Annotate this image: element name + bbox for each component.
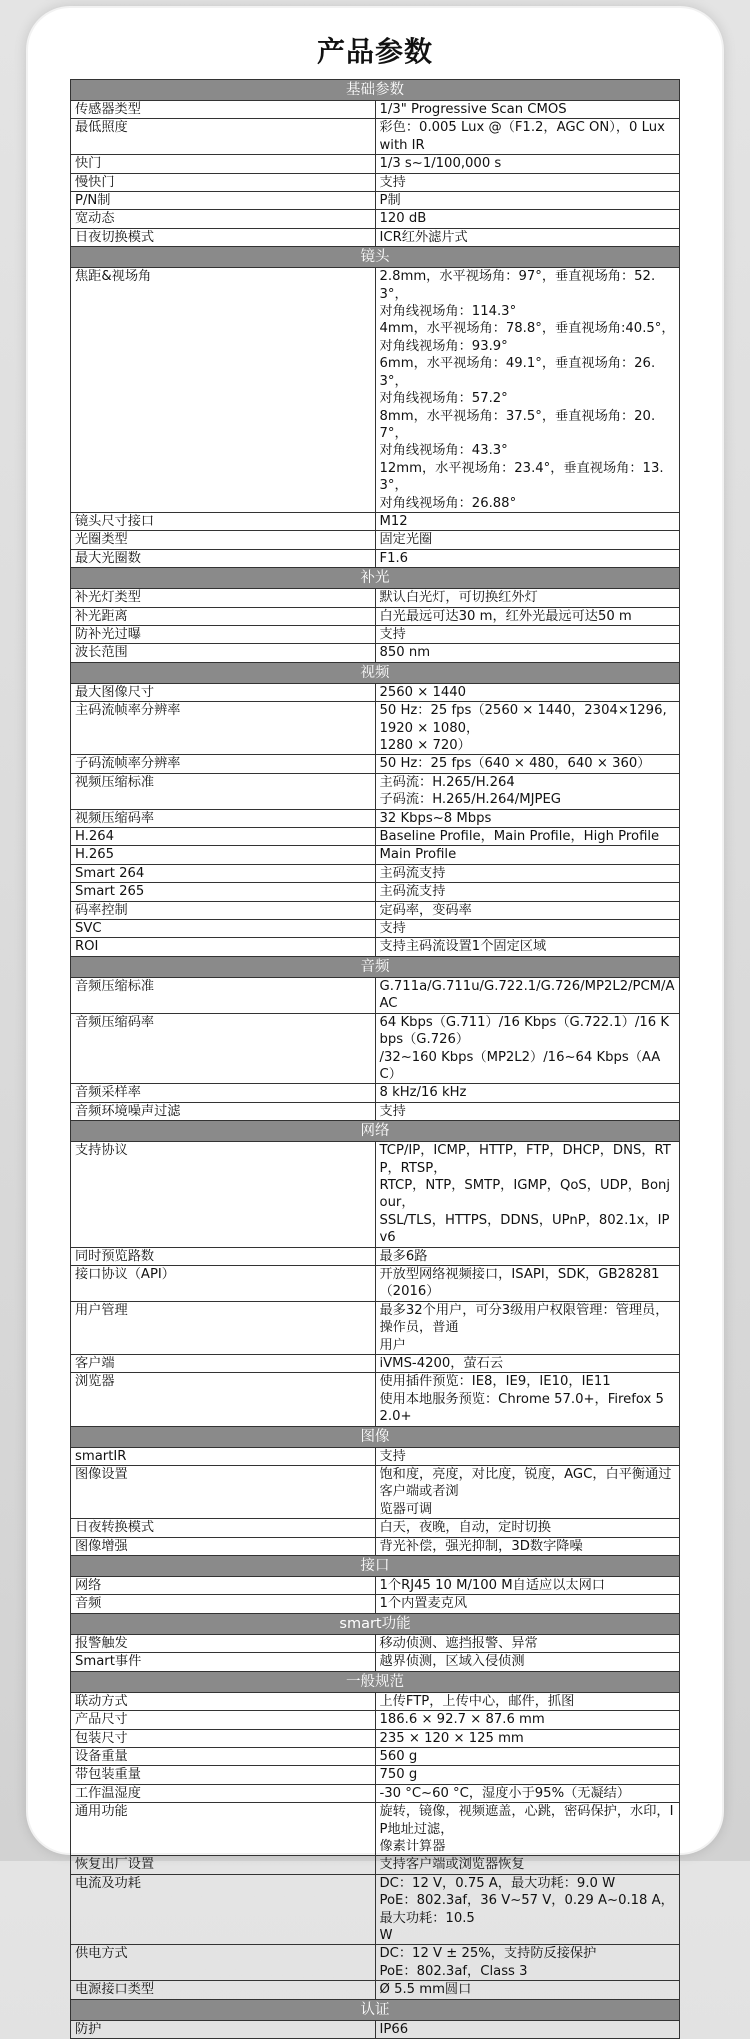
param-value [375, 1766, 680, 1784]
param-value-line: /32~160 Kbps（MP2L2）/16~64 Kbps（AAC） [379, 1049, 661, 1082]
table-row [71, 1874, 680, 1945]
param-value-line: Baseline Profile，Main Profile，High Profile [379, 829, 660, 845]
param-value [375, 1747, 680, 1765]
table-row [71, 1373, 680, 1426]
table-row [71, 702, 680, 755]
section-header [71, 1426, 680, 1447]
param-label: 联动方式 [71, 1692, 376, 1710]
param-label: smartIR [71, 1447, 376, 1465]
param-label: 恢复出厂设置 [71, 1856, 376, 1874]
param-value [375, 683, 680, 701]
param-value-line: P制 [379, 193, 401, 209]
table-row [71, 549, 680, 567]
param-label: 产品尺寸 [71, 1711, 376, 1729]
table-row [71, 1784, 680, 1802]
spec-table [70, 79, 680, 2039]
table-row [71, 1653, 680, 1671]
param-value-line: 子码流：H.265/H.264/MJPEG [379, 792, 562, 808]
param-value-line: 对角线视场角：43.3° [379, 443, 508, 459]
param-value-line: 像素计算器 [379, 1838, 446, 1854]
section-header [71, 662, 680, 683]
param-label: 码率控制 [71, 901, 376, 919]
param-value [375, 773, 680, 809]
param-value [375, 1142, 680, 1247]
section-header [71, 568, 680, 589]
param-value-line: 64 Kbps（G.711）/16 Kbps（G.722.1）/16 Kbps（G.726） [379, 1014, 669, 1048]
param-value-line: 支持主码流设置1个固定区域 [379, 939, 547, 955]
table-row [71, 1766, 680, 1784]
table-row [71, 1747, 680, 1765]
param-value-line: DC：12 V ± 25%，支持防反接保护 [379, 1946, 597, 1962]
param-label: 快门 [71, 155, 376, 173]
section-title: 基础参数 [71, 80, 680, 101]
table-row [71, 809, 680, 827]
param-label: 日夜切换模式 [71, 228, 376, 246]
param-value-line: 2.8mm，水平视场角：97°，垂直视场角：52.3°， [379, 269, 656, 302]
param-value-line: 支持 [379, 1448, 406, 1464]
param-value-line: iVMS-4200，萤石云 [379, 1356, 504, 1371]
section-title: 镜头 [71, 247, 680, 268]
param-label: 补光灯类型 [71, 589, 376, 607]
param-value [375, 173, 680, 191]
section-title: 认证 [71, 1999, 680, 2020]
param-label: 补光距离 [71, 607, 376, 625]
param-label: 防补光过曝 [71, 625, 376, 643]
param-label: 接口协议（API） [71, 1265, 376, 1301]
param-label: 设备重量 [71, 1747, 376, 1765]
param-label: 最大光圈数 [71, 549, 376, 567]
param-value-line: G.711a/G.711u/G.722.1/G.726/MP2L2/PCM/AAC [379, 978, 675, 1012]
section-header [71, 80, 680, 101]
section-header [71, 1999, 680, 2020]
table-row [71, 644, 680, 662]
param-value-line: 12mm，水平视场角：23.4°，垂直视场角：13.3°， [379, 460, 664, 494]
param-value [375, 864, 680, 882]
section-title: 图像 [71, 1426, 680, 1447]
param-value-line: 最多6路 [379, 1248, 428, 1264]
param-value-line: 1/3 s~1/100,000 s [379, 156, 502, 172]
param-value [375, 938, 680, 956]
table-row [71, 1692, 680, 1710]
param-value-line: 186.6 × 92.7 × 87.6 mm [379, 1712, 545, 1728]
param-value [375, 1803, 680, 1856]
param-value-line: 4mm，水平视场角：78.8°，垂直视场角:40.5°， [379, 321, 675, 337]
param-label: ROI [71, 938, 376, 956]
table-row [71, 155, 680, 173]
param-value-line: 用户 [379, 1337, 406, 1353]
table-row [71, 512, 680, 530]
param-value-line: 固定光圈 [379, 532, 433, 548]
param-value-line: 235 × 120 × 125 mm [379, 1730, 524, 1746]
param-label: SVC [71, 920, 376, 938]
param-value-line: 6mm，水平视场角：49.1°，垂直视场角：26.3°， [379, 356, 656, 389]
table-row [71, 531, 680, 549]
section-header [71, 1121, 680, 1142]
param-value [375, 1537, 680, 1555]
table-row [71, 2020, 680, 2038]
param-value [375, 1634, 680, 1652]
table-row [71, 1084, 680, 1102]
table-row [71, 1355, 680, 1373]
param-value-line: DC：12 V，0.75 A，最大功耗：9.0 W [379, 1875, 616, 1891]
param-value [375, 1102, 680, 1120]
table-row [71, 1301, 680, 1354]
table-row [71, 1265, 680, 1301]
table-row [71, 119, 680, 155]
table-row [71, 755, 680, 773]
param-value-line: 2560 × 1440 [379, 684, 467, 700]
section-title: 音频 [71, 956, 680, 977]
page-title: 产品参数 [316, 35, 433, 68]
param-label: 音频压缩码率 [71, 1013, 376, 1084]
param-value-line: 支持 [379, 921, 406, 937]
param-label: P/N制 [71, 192, 376, 210]
param-value-line: 对角线视场角：26.88° [379, 495, 517, 511]
param-label: 焦距&视场角 [71, 268, 376, 513]
table-row [71, 1711, 680, 1729]
param-value-line: 1/3" Progressive Scan CMOS [379, 102, 567, 117]
param-value-line: 850 nm [379, 645, 431, 661]
table-row [71, 1981, 680, 1999]
param-label: 带包装重量 [71, 1766, 376, 1784]
param-value [375, 1247, 680, 1265]
table-row [71, 1945, 680, 1981]
param-value [375, 1711, 680, 1729]
table-row [71, 864, 680, 882]
table-row [71, 607, 680, 625]
param-value-line: ICR红外滤片式 [379, 229, 468, 245]
param-value [375, 1301, 680, 1354]
param-value-line: SSL/TLS，HTTPS，DDNS，UPnP，802.1x，IPv6 [379, 1212, 670, 1246]
param-value-line: 1个内置麦克风 [379, 1596, 468, 1612]
spec-table-body [71, 80, 680, 2039]
param-label: 最大图像尺寸 [71, 683, 376, 701]
param-value [375, 977, 680, 1013]
param-label: 音频采样率 [71, 1084, 376, 1102]
param-value-line: 览器可调 [379, 1501, 433, 1517]
table-row [71, 589, 680, 607]
param-label: 同时预览路数 [71, 1247, 376, 1265]
param-value [375, 607, 680, 625]
param-label: 音频环境噪声过滤 [71, 1102, 376, 1120]
param-value-line: W [379, 1927, 393, 1943]
param-value [375, 1355, 680, 1373]
param-value-line: 主码流支持 [379, 865, 446, 881]
param-label: 日夜转换模式 [71, 1519, 376, 1537]
table-row [71, 1519, 680, 1537]
param-value-line: 支持 [379, 174, 406, 190]
section-title: 补光 [71, 568, 680, 589]
section-header [71, 1671, 680, 1692]
param-value [375, 1373, 680, 1426]
param-label: 通用功能 [71, 1803, 376, 1856]
param-label: 慢快门 [71, 173, 376, 191]
param-value-line: 主码流支持 [379, 884, 446, 900]
param-label: 传感器类型 [71, 101, 376, 119]
param-label: 电流及功耗 [71, 1874, 376, 1945]
section-title: smart功能 [71, 1613, 680, 1634]
param-value-line: 对角线视场角：114.3° [379, 304, 517, 320]
param-value [375, 1013, 680, 1084]
section-header [71, 1613, 680, 1634]
param-value [375, 1692, 680, 1710]
table-row [71, 846, 680, 864]
param-value [375, 210, 680, 228]
param-value [375, 883, 680, 901]
param-value-line: 彩色：0.005 Lux @（F1.2，AGC ON），0 Lux with IR [379, 120, 665, 153]
section-title: 视频 [71, 662, 680, 683]
param-value-line: Main Profile [379, 847, 457, 863]
param-value [375, 809, 680, 827]
table-row [71, 1142, 680, 1247]
param-label: 光圈类型 [71, 531, 376, 549]
param-label: 浏览器 [71, 1373, 376, 1426]
param-value [375, 1577, 680, 1595]
param-label: 用户管理 [71, 1301, 376, 1354]
table-row [71, 173, 680, 191]
table-row [71, 1803, 680, 1856]
table-row [71, 192, 680, 210]
param-value-line: 支持 [379, 626, 406, 642]
table-row [71, 977, 680, 1013]
table-row [71, 828, 680, 846]
section-title: 接口 [71, 1556, 680, 1577]
param-label: 网络 [71, 1577, 376, 1595]
section-title: 网络 [71, 1121, 680, 1142]
param-value [375, 1784, 680, 1802]
param-label: 主码流帧率分辨率 [71, 702, 376, 755]
param-value-line: 750 g [379, 1767, 418, 1783]
param-value-line: 默认白光灯，可切换红外灯 [379, 590, 538, 606]
param-value [375, 1265, 680, 1301]
param-label: 电源接口类型 [71, 1981, 376, 1999]
param-value [375, 512, 680, 530]
section-title: 一般规范 [71, 1671, 680, 1692]
param-label: Smart 264 [71, 864, 376, 882]
param-value-line: 支持客户端或浏览器恢复 [379, 1857, 525, 1873]
param-value [375, 625, 680, 643]
param-label: 支持协议 [71, 1142, 376, 1247]
param-label: 波长范围 [71, 644, 376, 662]
param-value-line: TCP/IP，ICMP，HTTP，FTP，DHCP，DNS，RTP，RTSP， [379, 1143, 671, 1176]
section-header [71, 956, 680, 977]
param-label: 最低照度 [71, 119, 376, 155]
table-row [71, 1634, 680, 1652]
param-label: 镜头尺寸接口 [71, 512, 376, 530]
param-value [375, 1981, 680, 1999]
param-label: 音频压缩标准 [71, 977, 376, 1013]
param-value [375, 755, 680, 773]
table-row [71, 1102, 680, 1120]
param-value [375, 155, 680, 173]
param-value-line: 1个RJ45 10 M/100 M自适应以太网口 [379, 1578, 605, 1594]
param-value-line: RTCP，NTP，SMTP，IGMP，QoS，UDP，Bonjour， [379, 1177, 671, 1211]
table-row [71, 920, 680, 938]
table-row [71, 1247, 680, 1265]
param-value-line: 越界侦测，区域入侵侦测 [379, 1654, 525, 1670]
param-value-line: PoE：802.3af，Class 3 [379, 1963, 528, 1979]
param-value [375, 1466, 680, 1519]
param-label: 子码流帧率分辨率 [71, 755, 376, 773]
param-value [375, 901, 680, 919]
param-value [375, 846, 680, 864]
param-value [375, 268, 680, 513]
param-value-line: 上传FTP，上传中心，邮件，抓图 [379, 1693, 575, 1709]
param-value [375, 531, 680, 549]
table-row [71, 1856, 680, 1874]
param-value [375, 228, 680, 246]
param-value-line: PoE：802.3af，36 V~57 V，0.29 A~0.18 A，最大功耗：10.5 [379, 1893, 674, 1926]
param-value-line: 支持 [379, 1103, 406, 1119]
param-label: 视频压缩标准 [71, 773, 376, 809]
section-header [71, 247, 680, 268]
param-value [375, 2020, 680, 2038]
table-row [71, 1466, 680, 1519]
param-value-line: 50 Hz：25 fps（2560 × 1440，2304×1296,1920 × 1080， [379, 703, 667, 736]
param-value-line: 移动侦测、遮挡报警、异常 [379, 1635, 538, 1651]
table-row [71, 101, 680, 119]
param-value-line: 8 kHz/16 kHz [379, 1085, 467, 1101]
param-value [375, 920, 680, 938]
param-value [375, 549, 680, 567]
table-row [71, 938, 680, 956]
param-value-line: 50 Hz：25 fps（640 × 480，640 × 360） [379, 756, 651, 772]
param-label: 图像设置 [71, 1466, 376, 1519]
param-value-line: 使用插件预览：IE8，IE9，IE10，IE11 [379, 1374, 611, 1390]
param-value-line: IP66 [379, 2021, 409, 2037]
table-row [71, 268, 680, 513]
param-label: 宽动态 [71, 210, 376, 228]
table-row [71, 901, 680, 919]
param-value-line: 白光最远可达30 m，红外光最远可达50 m [379, 608, 632, 624]
param-value-line: Ø 5.5 mm圆口 [379, 1982, 472, 1998]
param-label: 图像增强 [71, 1537, 376, 1555]
param-value [375, 1653, 680, 1671]
param-value-line: 饱和度，亮度，对比度，锐度，AGC，白平衡通过客户端或者浏 [379, 1467, 672, 1500]
param-value [375, 192, 680, 210]
param-value [375, 589, 680, 607]
param-label: H.264 [71, 828, 376, 846]
param-label: 报警触发 [71, 1634, 376, 1652]
param-value [375, 1084, 680, 1102]
param-value-line: 对角线视场角：93.9° [379, 338, 508, 354]
param-value [375, 119, 680, 155]
param-label: 包装尺寸 [71, 1729, 376, 1747]
param-value-line: 旋转，镜像，视频遮盖，心跳，密码保护，水印，IP地址过滤， [379, 1804, 674, 1837]
param-value-line: 8mm，水平视场角：37.5°，垂直视场角：20.7°， [379, 408, 656, 441]
param-label: 视频压缩码率 [71, 809, 376, 827]
param-value [375, 1519, 680, 1537]
param-label: Smart 265 [71, 883, 376, 901]
param-label: H.265 [71, 846, 376, 864]
table-row [71, 228, 680, 246]
table-row [71, 1013, 680, 1084]
param-value-line: 最多32个用户，可分3级用户权限管理：管理员，操作员，普通 [379, 1302, 669, 1336]
table-row [71, 625, 680, 643]
param-value [375, 702, 680, 755]
table-row [71, 1577, 680, 1595]
table-row [71, 1537, 680, 1555]
param-value-line: 对角线视场角：57.2° [379, 391, 508, 407]
param-value [375, 101, 680, 119]
param-value [375, 644, 680, 662]
param-value-line: 使用本地服务预览：Chrome 57.0+，Firefox 52.0+ [379, 1391, 664, 1425]
table-row [71, 683, 680, 701]
param-label: 客户端 [71, 1355, 376, 1373]
param-value-line: M12 [379, 513, 408, 529]
param-value-line: 120 dB [379, 211, 427, 227]
param-value [375, 1856, 680, 1874]
table-row [71, 1447, 680, 1465]
param-value-line: -30 °C~60 °C，湿度小于95%（无凝结） [379, 1785, 631, 1801]
param-value-line: 560 g [379, 1748, 418, 1764]
param-label: 供电方式 [71, 1945, 376, 1981]
param-value-line: 开放型网络视频接口，ISAPI，SDK，GB28281（2016） [379, 1266, 660, 1300]
table-row [71, 773, 680, 809]
param-value [375, 1447, 680, 1465]
param-value-line: 1280 × 720） [379, 738, 471, 753]
table-row [71, 210, 680, 228]
param-value [375, 1595, 680, 1613]
param-value [375, 1729, 680, 1747]
param-value-line: 32 Kbps~8 Mbps [379, 810, 492, 826]
param-value-line: 主码流：H.265/H.264 [379, 774, 515, 790]
param-label: Smart事件 [71, 1653, 376, 1671]
param-value-line: F1.6 [379, 550, 409, 566]
param-value-line: 白天，夜晚，自动，定时切换 [379, 1520, 551, 1536]
table-row [71, 1729, 680, 1747]
param-label: 音频 [71, 1595, 376, 1613]
table-row [71, 1595, 680, 1613]
param-value [375, 1874, 680, 1945]
param-value-line: 背光补偿，强光抑制，3D数字降噪 [379, 1538, 583, 1554]
param-label: 防护 [71, 2020, 376, 2038]
param-value-line: 定码率，变码率 [379, 902, 472, 918]
section-header [71, 1556, 680, 1577]
param-label: 工作温湿度 [71, 1784, 376, 1802]
param-value [375, 828, 680, 846]
table-row [71, 883, 680, 901]
param-value [375, 1945, 680, 1981]
